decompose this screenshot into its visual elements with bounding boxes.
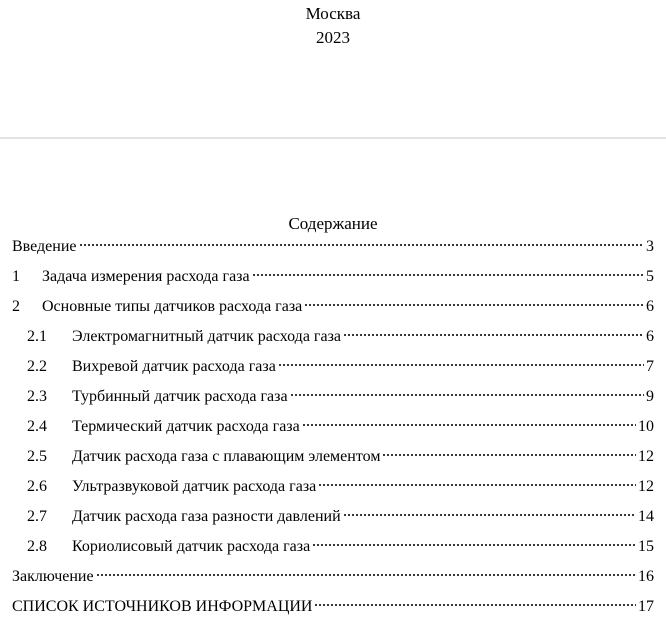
toc-entry-title: Заключение [12, 568, 94, 585]
toc-entry-title: Ультразвуковой датчик расхода газа [72, 478, 317, 495]
toc-heading: Содержание [288, 214, 378, 233]
toc-entry-2-1[interactable] [27, 327, 654, 347]
toc-entry-page: 5 [646, 268, 654, 285]
toc-entry-number: 2 [12, 298, 20, 315]
toc-entry-page: 17 [638, 598, 654, 615]
dot-leader [304, 301, 644, 307]
toc-entry-title: Термический датчик расхода газа [72, 418, 300, 435]
toc-entry-number: 2.7 [27, 508, 47, 525]
dot-leader [79, 241, 645, 247]
toc-entry-title: Электромагнитный датчик расхода газа [72, 328, 342, 345]
toc-entry-page: 10 [638, 418, 654, 435]
dot-leader [312, 541, 636, 547]
toc-entry-page: 12 [638, 448, 654, 465]
toc-entry-page: 16 [638, 568, 654, 585]
toc-entry-1[interactable] [12, 267, 654, 287]
toc-entry-number: 2.2 [27, 358, 47, 375]
toc-entry-page: 9 [646, 388, 654, 405]
dot-leader [96, 571, 636, 577]
toc-entry-number: 2.8 [27, 538, 47, 555]
toc-entry-title: Введение [12, 238, 77, 255]
toc-entry-2-7[interactable] [27, 507, 654, 527]
toc-entry-title: Датчик расхода газа разности давлений [72, 508, 341, 525]
toc-entry-title: Задача измерения расхода газа [42, 268, 250, 285]
toc-entry-2-3[interactable] [27, 387, 654, 407]
dot-leader [278, 361, 644, 367]
toc-entry-page: 14 [638, 508, 654, 525]
dot-leader [302, 421, 636, 427]
toc-entry-2-5[interactable] [27, 447, 654, 467]
title-page-bottom [0, 0, 666, 137]
dot-leader [318, 481, 636, 487]
toc-entry-title: Основные типы датчиков расхода газа [42, 298, 303, 315]
toc-entry-2[interactable] [12, 297, 654, 317]
toc-entry-title: Датчик расхода газа с плавающим элементом [72, 448, 381, 465]
toc-entry-references[interactable] [12, 597, 654, 617]
year-label: 2023 [316, 28, 350, 47]
dot-leader [252, 271, 644, 277]
toc-entry-page: 6 [646, 328, 654, 345]
toc-entry-2-8[interactable] [27, 537, 654, 557]
dot-leader [343, 511, 636, 517]
toc-entry-title: Вихревой датчик расхода газа [72, 358, 276, 375]
dot-leader [382, 451, 636, 457]
toc-entry-2-2[interactable] [27, 357, 654, 377]
toc-entry-2-6[interactable] [27, 477, 654, 497]
toc-entry-number: 2.3 [27, 388, 47, 405]
toc-entry-title: СПИСОК ИСТОЧНИКОВ ИНФОРМАЦИИ [12, 598, 313, 615]
toc-entry-number: 2.5 [27, 448, 47, 465]
toc-entry-conclusion[interactable] [12, 567, 654, 587]
city-label: Москва [305, 4, 361, 23]
toc-entry-number: 2.6 [27, 478, 47, 495]
toc-entry-page: 3 [646, 238, 654, 255]
toc-entry-page: 15 [638, 538, 654, 555]
toc-entry-page: 6 [646, 298, 654, 315]
toc-entry-title: Кориолисовый датчик расхода газа [72, 538, 311, 555]
toc-entry-page: 12 [638, 478, 654, 495]
page-separator [0, 137, 666, 139]
toc-entry-introduction[interactable] [12, 237, 654, 257]
toc-entry-2-4[interactable] [27, 417, 654, 437]
toc-entry-number: 1 [12, 268, 20, 285]
toc-entry-page: 7 [646, 358, 654, 375]
dot-leader [290, 391, 644, 397]
toc-entry-number: 2.1 [27, 328, 47, 345]
toc-entry-number: 2.4 [27, 418, 47, 435]
toc-entry-title: Турбинный датчик расхода газа [72, 388, 288, 405]
dot-leader [314, 601, 636, 607]
dot-leader [343, 331, 644, 337]
